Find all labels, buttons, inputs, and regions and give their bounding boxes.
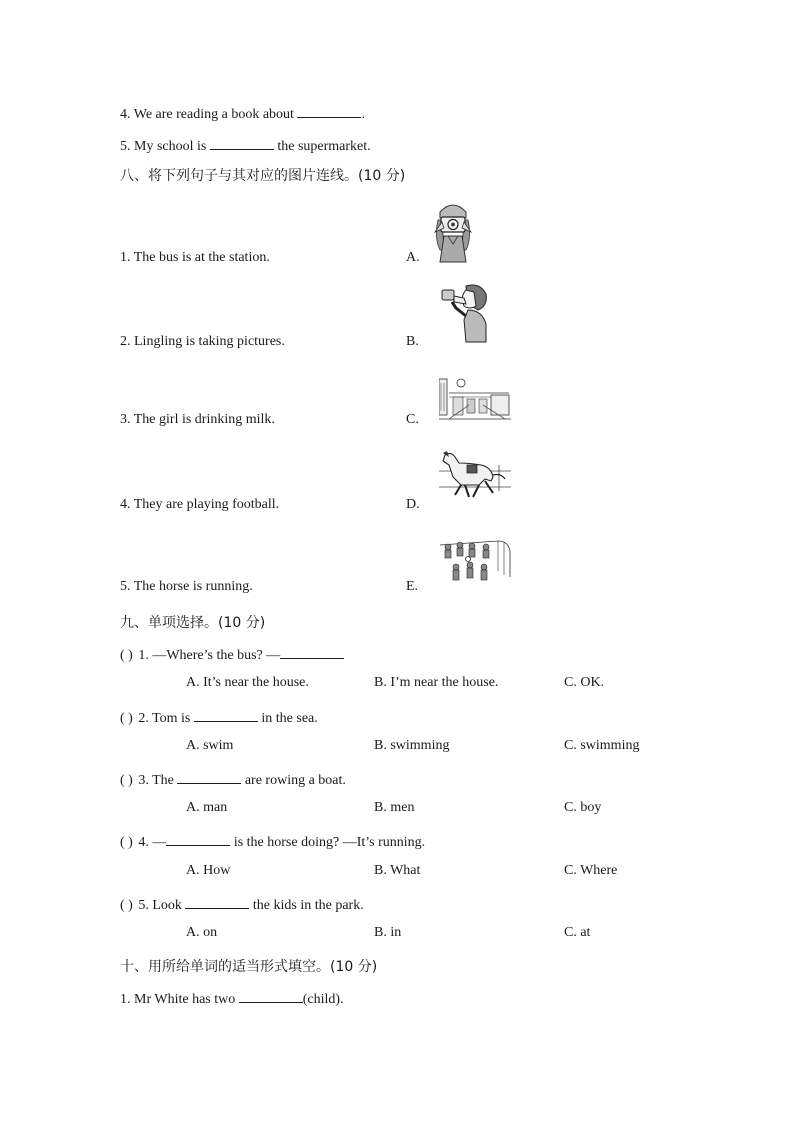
option-2b[interactable]: B. swimming	[374, 738, 450, 753]
option-4b[interactable]: B. What	[374, 863, 421, 878]
option-5c[interactable]: C. at	[564, 925, 591, 940]
answer-blank	[280, 644, 344, 659]
choice-question-3: ( ) 3. The are rowing a boat.	[120, 769, 346, 789]
answer-blank	[166, 831, 230, 846]
section-9-title: 九、单项选择。(10 分)	[120, 615, 266, 631]
answer-blank	[177, 769, 241, 784]
option-4c[interactable]: C. Where	[564, 863, 618, 878]
option-4a[interactable]: A. How	[186, 863, 231, 878]
answer-blank[interactable]	[297, 103, 361, 118]
horse-running-picture[interactable]	[439, 451, 511, 499]
option-3a[interactable]: A. man	[186, 800, 228, 815]
choice-question-5: ( ) 5. Look the kids in the park.	[120, 894, 364, 914]
option-1a[interactable]: A. It’s near the house.	[186, 675, 309, 690]
choice-question-4: ( ) 4. — is the horse doing? —It’s running.	[120, 831, 425, 851]
match-sentence-4[interactable]: 4. They are playing football.	[120, 497, 280, 512]
match-sentence-3[interactable]: 3. The girl is drinking milk.	[120, 412, 275, 427]
section-8-title: 八、将下列句子与其对应的图片连线。(10 分)	[120, 168, 406, 184]
match-letter-c: C.	[406, 412, 419, 427]
match-sentence-2[interactable]: 2. Lingling is taking pictures.	[120, 334, 285, 349]
match-sentence-5[interactable]: 5. The horse is running.	[120, 579, 253, 594]
answer-parentheses[interactable]: ( )	[120, 648, 133, 663]
section-10-title: 十、用所给单词的适当形式填空。(10 分)	[120, 959, 378, 975]
answer-parentheses[interactable]: ( )	[120, 711, 133, 726]
option-1c[interactable]: C. OK.	[564, 675, 605, 690]
option-2c[interactable]: C. swimming	[564, 738, 640, 753]
option-2a[interactable]: A. swim	[186, 738, 234, 753]
option-5a[interactable]: A. on	[186, 925, 218, 940]
answer-parentheses[interactable]: ( )	[120, 835, 133, 850]
match-sentence-1[interactable]: 1. The bus is at the station.	[120, 250, 270, 265]
street-station-picture[interactable]	[439, 375, 511, 421]
fill-question-5: 5. My school is the supermarket.	[120, 135, 371, 155]
match-letter-d: D.	[406, 497, 420, 512]
answer-blank	[194, 707, 258, 722]
answer-blank[interactable]	[239, 988, 303, 1003]
option-1b[interactable]: B. I’m near the house.	[374, 675, 499, 690]
kids-football-picture[interactable]	[438, 537, 512, 589]
choice-question-2: ( ) 2. Tom is in the sea.	[120, 707, 318, 727]
option-3c[interactable]: C. boy	[564, 800, 602, 815]
answer-blank[interactable]	[210, 135, 274, 150]
girl-with-camera-picture[interactable]	[430, 198, 476, 264]
answer-parentheses[interactable]: ( )	[120, 773, 133, 788]
word-form-question-1: 1. Mr White has two (child).	[120, 988, 344, 1008]
match-letter-e: E.	[406, 579, 419, 594]
answer-parentheses[interactable]: ( )	[120, 898, 133, 913]
fill-question-4: 4. We are reading a book about .	[120, 103, 365, 123]
option-3b[interactable]: B. men	[374, 800, 415, 815]
option-5b[interactable]: B. in	[374, 925, 402, 940]
boy-drinking-picture[interactable]	[436, 280, 492, 344]
match-letter-a: A.	[406, 250, 420, 265]
choice-question-1: ( ) 1. —Where’s the bus? —	[120, 644, 344, 664]
answer-blank	[185, 894, 249, 909]
match-letter-b: B.	[406, 334, 419, 349]
